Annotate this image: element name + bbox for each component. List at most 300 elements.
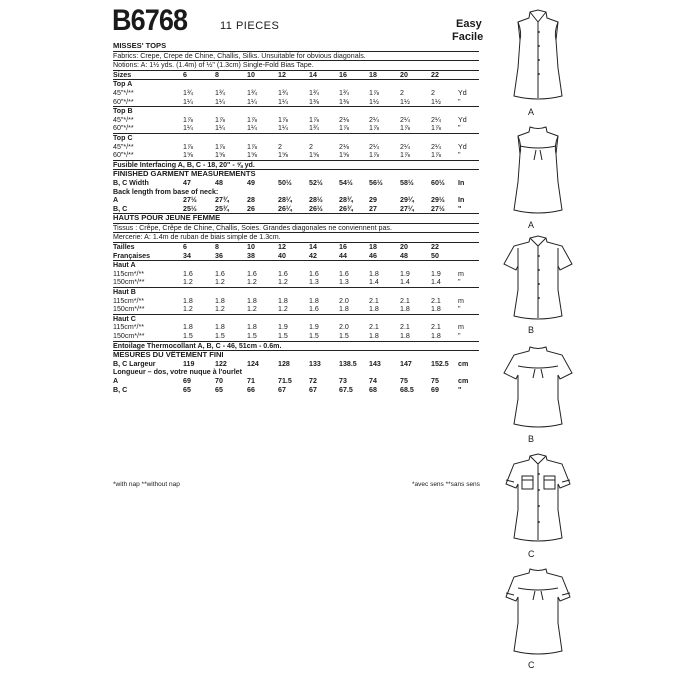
table-cell: 18 bbox=[369, 243, 377, 252]
row-label: B, C bbox=[113, 385, 128, 394]
table-cell: 6 bbox=[183, 70, 187, 79]
figure-a-back bbox=[508, 124, 568, 218]
table-cell: 1½ bbox=[431, 97, 441, 106]
table-cell: 12 bbox=[278, 70, 286, 79]
table-cell: 1.2 bbox=[278, 278, 288, 287]
table-cell: 1⅞ bbox=[215, 142, 225, 151]
table-row bbox=[113, 143, 479, 152]
yardage-table bbox=[113, 42, 479, 394]
table-row bbox=[113, 70, 479, 80]
table-cell: 1.8 bbox=[183, 296, 193, 305]
table-row bbox=[113, 133, 479, 143]
table-cell: 2¼ bbox=[369, 142, 379, 151]
table-cell: 1⅞ bbox=[369, 124, 379, 133]
row-label: 60"*/** bbox=[113, 151, 134, 160]
row-label: 45"*/** bbox=[113, 115, 134, 124]
row-text: Fusible Interfacing A, B, C - 18, 20" - ⅝ yd. bbox=[113, 160, 255, 169]
table-row bbox=[113, 116, 479, 125]
table-cell: 1⅞ bbox=[339, 124, 349, 133]
table-cell: 1½ bbox=[400, 97, 410, 106]
figure-label-b-front: B bbox=[528, 325, 535, 335]
table-cell: 26¼ bbox=[278, 204, 292, 213]
table-cell: 1.2 bbox=[247, 305, 257, 314]
table-cell: 1¼ bbox=[215, 97, 225, 106]
table-cell: 1.9 bbox=[278, 323, 288, 332]
table-cell: 1⅜ bbox=[309, 97, 319, 106]
table-cell: 26¾ bbox=[339, 204, 353, 213]
table-row bbox=[113, 160, 479, 170]
row-label: Haut B bbox=[113, 288, 136, 297]
row-unit: Yd bbox=[458, 142, 467, 151]
table-cell: 1.6 bbox=[339, 269, 349, 278]
table-cell: 8 bbox=[215, 243, 219, 252]
table-cell: 1¼ bbox=[183, 124, 193, 133]
table-cell: 2.1 bbox=[431, 296, 441, 305]
table-cell: 10 bbox=[247, 243, 255, 252]
table-cell: 1⅞ bbox=[431, 151, 441, 160]
table-cell: 1.8 bbox=[183, 323, 193, 332]
row-unit: In bbox=[458, 196, 465, 205]
table-cell: 1.2 bbox=[215, 278, 225, 287]
table-cell: 69 bbox=[183, 376, 191, 385]
row-label: Top C bbox=[113, 133, 133, 142]
table-cell: 1.8 bbox=[400, 332, 410, 340]
row-text: Mercerie: A: 1.4m de ruban de biais simple de 1.3cm. bbox=[113, 233, 281, 242]
row-label: 60"*/** bbox=[113, 124, 134, 133]
table-cell: 1⅝ bbox=[339, 151, 349, 160]
table-cell: 2 bbox=[431, 88, 435, 97]
table-cell: 1.8 bbox=[431, 332, 441, 340]
table-cell: 2¼ bbox=[431, 142, 441, 151]
table-cell: 1¼ bbox=[278, 97, 288, 106]
table-cell: 138.5 bbox=[339, 359, 357, 368]
table-cell: 6 bbox=[183, 243, 187, 252]
table-cell: 2⅛ bbox=[339, 142, 349, 151]
table-cell: 1¾ bbox=[339, 88, 349, 97]
table-row bbox=[113, 98, 479, 107]
table-cell: 75 bbox=[431, 376, 439, 385]
table-cell: 1.8 bbox=[369, 305, 379, 314]
table-cell: 27¼ bbox=[400, 204, 414, 213]
table-cell: 1.9 bbox=[400, 269, 410, 278]
table-cell: 27½ bbox=[431, 204, 445, 213]
row-label: 115cm*/** bbox=[113, 269, 145, 278]
row-label: Back length from base of neck: bbox=[113, 187, 219, 196]
table-cell: 1½ bbox=[369, 97, 379, 106]
table-cell: 1.2 bbox=[278, 305, 288, 314]
table-cell: 47 bbox=[183, 178, 191, 187]
table-cell: 1⅝ bbox=[183, 151, 193, 160]
table-cell: 50 bbox=[431, 251, 439, 260]
table-row bbox=[113, 151, 479, 160]
table-cell: 66 bbox=[247, 385, 255, 394]
table-row bbox=[113, 332, 479, 341]
table-cell: 2.1 bbox=[431, 323, 441, 332]
table-cell: 1.2 bbox=[183, 305, 193, 314]
table-cell: 1.9 bbox=[431, 269, 441, 278]
table-cell: 143 bbox=[369, 359, 381, 368]
row-text: Notions: A: 1½ yds. (1.4m) of ½" (1.3cm) Single-Fold Bias Tape. bbox=[113, 61, 314, 70]
table-cell: 54½ bbox=[339, 178, 353, 187]
table-row bbox=[113, 60, 479, 70]
table-row bbox=[113, 169, 479, 179]
table-cell: 1.6 bbox=[183, 269, 193, 278]
table-cell: 1.6 bbox=[309, 269, 319, 278]
table-cell: 1¾ bbox=[183, 88, 193, 97]
table-cell: 26½ bbox=[309, 204, 323, 213]
row-label: Longueur – dos, votre nuque à l'ourlet bbox=[113, 368, 242, 377]
row-label: FINISHED GARMENT MEASUREMENTS bbox=[113, 169, 256, 179]
table-cell: 71 bbox=[247, 376, 255, 385]
difficulty-en: Easy bbox=[456, 18, 482, 30]
table-cell: 1.6 bbox=[278, 269, 288, 278]
row-label: 60"*/** bbox=[113, 97, 134, 106]
table-cell: 1⅞ bbox=[400, 151, 410, 160]
table-cell: 28 bbox=[247, 196, 255, 205]
table-row bbox=[113, 252, 479, 261]
table-cell: 56½ bbox=[369, 178, 383, 187]
row-label: B, C Largeur bbox=[113, 359, 156, 368]
table-row bbox=[113, 42, 479, 51]
table-cell: 28¼ bbox=[278, 196, 292, 205]
table-cell: 1.8 bbox=[215, 323, 225, 332]
table-cell: 147 bbox=[400, 359, 412, 368]
row-label: B, C Width bbox=[113, 178, 149, 187]
table-row bbox=[113, 260, 479, 270]
table-row bbox=[113, 179, 479, 188]
row-unit: m bbox=[458, 269, 464, 278]
table-cell: 2.1 bbox=[369, 323, 379, 332]
figure-a-front bbox=[508, 8, 568, 104]
row-unit: In bbox=[458, 178, 465, 187]
table-row bbox=[113, 106, 479, 116]
table-cell: 1.6 bbox=[247, 269, 257, 278]
row-label: Top A bbox=[113, 80, 133, 89]
figure-label-a-front: A bbox=[528, 107, 535, 117]
table-cell: 1.2 bbox=[247, 278, 257, 287]
table-cell: 67 bbox=[278, 385, 286, 394]
table-cell: 1.4 bbox=[400, 278, 410, 287]
table-row bbox=[113, 242, 479, 252]
table-cell: 1.2 bbox=[183, 278, 193, 287]
table-cell: 58½ bbox=[400, 178, 414, 187]
row-label: MISSES' TOPS bbox=[113, 41, 167, 50]
table-cell: 48 bbox=[215, 178, 223, 187]
row-label: MESURES DU VÊTEMENT FINI bbox=[113, 350, 224, 360]
table-row bbox=[113, 323, 479, 332]
table-cell: 1¾ bbox=[309, 124, 319, 133]
table-cell: 27 bbox=[369, 204, 377, 213]
table-cell: 1.3 bbox=[309, 278, 319, 287]
table-cell: 2.0 bbox=[339, 323, 349, 332]
pieces-count: 11 PIECES bbox=[220, 20, 280, 32]
table-cell: 26 bbox=[247, 204, 255, 213]
table-cell: 71.5 bbox=[278, 376, 292, 385]
table-cell: 1.8 bbox=[215, 296, 225, 305]
table-cell: 25¾ bbox=[215, 204, 229, 213]
table-cell: 1¾ bbox=[247, 88, 257, 97]
table-row bbox=[113, 270, 479, 279]
table-cell: 1¾ bbox=[278, 88, 288, 97]
table-row bbox=[113, 196, 479, 205]
table-row bbox=[113, 368, 479, 377]
row-unit: cm bbox=[458, 359, 469, 368]
table-cell: 28¾ bbox=[339, 196, 353, 205]
table-cell: 152.5 bbox=[431, 359, 449, 368]
table-row bbox=[113, 51, 479, 61]
table-cell: 2¼ bbox=[400, 142, 410, 151]
row-unit: Yd bbox=[458, 88, 467, 97]
row-unit: cm bbox=[458, 376, 469, 385]
table-cell: 1⅝ bbox=[215, 151, 225, 160]
table-cell: 1.8 bbox=[400, 305, 410, 314]
table-cell: 1.5 bbox=[183, 332, 193, 340]
figure-label-c-back: C bbox=[528, 660, 535, 670]
table-cell: 1.8 bbox=[339, 305, 349, 314]
figure-c-front bbox=[498, 452, 578, 544]
table-cell: 1⅞ bbox=[431, 124, 441, 133]
table-cell: 1⅞ bbox=[247, 142, 257, 151]
table-row bbox=[113, 360, 479, 369]
table-cell: 1⅝ bbox=[278, 151, 288, 160]
table-cell: 67.5 bbox=[339, 385, 353, 394]
table-cell: 1⅞ bbox=[369, 151, 379, 160]
table-cell: 29 bbox=[369, 196, 377, 205]
table-row bbox=[113, 350, 479, 360]
row-unit: m bbox=[458, 323, 464, 332]
table-cell: 75 bbox=[400, 376, 408, 385]
pattern-number: B6768 bbox=[112, 4, 188, 37]
table-cell: 1.6 bbox=[215, 269, 225, 278]
row-label: 45"*/** bbox=[113, 142, 134, 151]
row-unit: " bbox=[458, 151, 461, 160]
row-unit: " bbox=[458, 385, 462, 394]
row-unit: " bbox=[458, 332, 461, 340]
table-cell: 1⅝ bbox=[309, 151, 319, 160]
table-row bbox=[113, 287, 479, 297]
table-cell: 1⅜ bbox=[339, 97, 349, 106]
table-row bbox=[113, 205, 479, 214]
table-cell: 122 bbox=[215, 359, 227, 368]
table-cell: 74 bbox=[369, 376, 377, 385]
table-cell: 2.0 bbox=[339, 296, 349, 305]
table-cell: 46 bbox=[369, 251, 377, 260]
row-unit: " bbox=[458, 278, 461, 287]
table-cell: 1¼ bbox=[183, 97, 193, 106]
row-unit: " bbox=[458, 97, 461, 106]
table-cell: 1⅝ bbox=[247, 151, 257, 160]
table-cell: 44 bbox=[339, 251, 347, 260]
row-label: 115cm*/** bbox=[113, 323, 145, 332]
table-cell: 1¼ bbox=[247, 97, 257, 106]
table-cell: 1⅞ bbox=[183, 115, 193, 124]
table-cell: 1.4 bbox=[431, 278, 441, 287]
table-row bbox=[113, 341, 479, 351]
figure-b-front bbox=[498, 234, 578, 322]
footnote-fr: *avec sens **sans sens bbox=[412, 481, 480, 488]
table-cell: 2⅛ bbox=[339, 115, 349, 124]
table-cell: 1.8 bbox=[431, 305, 441, 314]
table-cell: 1.8 bbox=[309, 296, 319, 305]
row-label: HAUTS POUR JEUNE FEMME bbox=[113, 213, 221, 223]
table-cell: 1.2 bbox=[215, 305, 225, 314]
table-cell: 18 bbox=[369, 70, 377, 79]
table-cell: 70 bbox=[215, 376, 223, 385]
table-cell: 14 bbox=[309, 243, 317, 252]
table-cell: 67 bbox=[309, 385, 317, 394]
table-cell: 36 bbox=[215, 251, 223, 260]
row-unit: " bbox=[458, 124, 461, 133]
table-cell: 1.5 bbox=[215, 332, 225, 340]
table-cell: 2.1 bbox=[369, 296, 379, 305]
table-cell: 2.1 bbox=[400, 323, 410, 332]
row-label: 115cm*/** bbox=[113, 296, 145, 305]
table-cell: 1.8 bbox=[247, 296, 257, 305]
row-text: Tissus : Crêpe, Crêpe de Chine, Challis, Soies. Grandes diagonales ne conviennent pas. bbox=[113, 223, 392, 232]
table-row bbox=[113, 79, 479, 89]
table-cell: 1¼ bbox=[215, 124, 225, 133]
row-unit: m bbox=[458, 296, 464, 305]
table-cell: 1.8 bbox=[278, 296, 288, 305]
table-cell: 12 bbox=[278, 243, 286, 252]
table-cell: 1¼ bbox=[247, 124, 257, 133]
table-cell: 48 bbox=[400, 251, 408, 260]
row-label: Tailles bbox=[113, 243, 135, 252]
table-cell: 2 bbox=[400, 88, 404, 97]
table-cell: 1.5 bbox=[309, 332, 319, 340]
row-label: A bbox=[113, 376, 119, 385]
table-cell: 1.5 bbox=[339, 332, 349, 340]
figure-b-back bbox=[498, 344, 578, 430]
table-cell: 28½ bbox=[309, 196, 323, 205]
table-cell: 65 bbox=[183, 385, 191, 394]
table-cell: 25½ bbox=[183, 204, 197, 213]
table-cell: 1.4 bbox=[369, 278, 379, 287]
table-cell: 27½ bbox=[183, 196, 197, 205]
row-label: Haut C bbox=[113, 314, 136, 323]
table-cell: 16 bbox=[339, 70, 347, 79]
figure-label-c-front: C bbox=[528, 549, 535, 559]
table-cell: 68 bbox=[369, 385, 377, 394]
table-cell: 1.9 bbox=[309, 323, 319, 332]
figure-label-b-back: B bbox=[528, 434, 535, 444]
table-cell: 42 bbox=[309, 251, 317, 260]
row-label: 150cm*/** bbox=[113, 332, 145, 340]
table-cell: 27¾ bbox=[215, 196, 229, 205]
table-cell: 1⅞ bbox=[309, 115, 319, 124]
table-cell: 133 bbox=[309, 359, 321, 368]
table-row bbox=[113, 89, 479, 98]
table-cell: 68.5 bbox=[400, 385, 414, 394]
footnote-en: *with nap **without nap bbox=[113, 481, 180, 488]
table-cell: 20 bbox=[400, 243, 408, 252]
row-text: Entoilage Thermocollant A, B, C - 46, 51cm - 0.6m. bbox=[113, 341, 282, 350]
figure-c-back bbox=[498, 566, 578, 658]
table-row bbox=[113, 305, 479, 314]
table-cell: 1⅞ bbox=[215, 115, 225, 124]
table-cell: 1⅞ bbox=[400, 124, 410, 133]
table-row bbox=[113, 213, 479, 223]
table-cell: 65 bbox=[215, 385, 223, 394]
table-cell: 14 bbox=[309, 70, 317, 79]
difficulty-fr: Facile bbox=[452, 31, 484, 43]
table-cell: 2.1 bbox=[400, 296, 410, 305]
row-text: Fabrics: Crepe, Crepe de Chine, Challis, Silks. Unsuitable for obvious diagonals. bbox=[113, 51, 366, 60]
table-cell: 10 bbox=[247, 70, 255, 79]
table-cell: 20 bbox=[400, 70, 408, 79]
row-unit: " bbox=[458, 305, 461, 314]
table-cell: 2¼ bbox=[400, 115, 410, 124]
table-cell: 22 bbox=[431, 243, 439, 252]
table-row bbox=[113, 223, 479, 233]
table-row bbox=[113, 377, 479, 386]
table-row bbox=[113, 278, 479, 287]
table-cell: 1.8 bbox=[369, 269, 379, 278]
table-cell: 1⅞ bbox=[369, 88, 379, 97]
table-cell: 128 bbox=[278, 359, 290, 368]
table-row bbox=[113, 386, 479, 395]
table-cell: 1⅞ bbox=[247, 115, 257, 124]
row-label: Sizes bbox=[113, 70, 132, 79]
figure-label-a-back: A bbox=[528, 220, 535, 230]
table-row bbox=[113, 297, 479, 306]
table-cell: 1¼ bbox=[278, 124, 288, 133]
table-row bbox=[113, 314, 479, 324]
table-cell: 2¼ bbox=[431, 115, 441, 124]
row-label: 150cm*/** bbox=[113, 278, 145, 287]
table-cell: 1¾ bbox=[215, 88, 225, 97]
table-row bbox=[113, 124, 479, 133]
table-cell: 69 bbox=[431, 385, 439, 394]
table-cell: 22 bbox=[431, 70, 439, 79]
table-cell: 29¼ bbox=[400, 196, 414, 205]
table-cell: 29½ bbox=[431, 196, 445, 205]
table-cell: 60½ bbox=[431, 178, 445, 187]
table-cell: 1.8 bbox=[247, 323, 257, 332]
table-cell: 40 bbox=[278, 251, 286, 260]
row-label: Françaises bbox=[113, 251, 151, 260]
table-cell: 8 bbox=[215, 70, 219, 79]
table-cell: 16 bbox=[339, 243, 347, 252]
table-cell: 2 bbox=[278, 142, 282, 151]
table-row bbox=[113, 232, 479, 242]
table-cell: 1⅞ bbox=[278, 115, 288, 124]
table-cell: 2¼ bbox=[369, 115, 379, 124]
table-cell: 1.6 bbox=[309, 305, 319, 314]
table-cell: 1¾ bbox=[309, 88, 319, 97]
table-cell: 73 bbox=[339, 376, 347, 385]
table-cell: 1⅞ bbox=[183, 142, 193, 151]
row-label: Haut A bbox=[113, 261, 136, 270]
table-cell: 1.5 bbox=[247, 332, 257, 340]
table-row bbox=[113, 188, 479, 197]
table-cell: 50½ bbox=[278, 178, 292, 187]
table-cell: 1.8 bbox=[369, 332, 379, 340]
table-cell: 1.5 bbox=[278, 332, 288, 340]
row-label: B, C bbox=[113, 204, 128, 213]
table-cell: 1.3 bbox=[339, 278, 349, 287]
row-label: A bbox=[113, 196, 119, 205]
table-cell: 119 bbox=[183, 359, 195, 368]
row-unit: Yd bbox=[458, 115, 467, 124]
table-cell: 72 bbox=[309, 376, 317, 385]
row-label: Top B bbox=[113, 107, 133, 116]
table-cell: 2 bbox=[309, 142, 313, 151]
table-cell: 49 bbox=[247, 178, 255, 187]
table-cell: 52½ bbox=[309, 178, 323, 187]
table-cell: 34 bbox=[183, 251, 191, 260]
row-label: 150cm*/** bbox=[113, 305, 145, 314]
